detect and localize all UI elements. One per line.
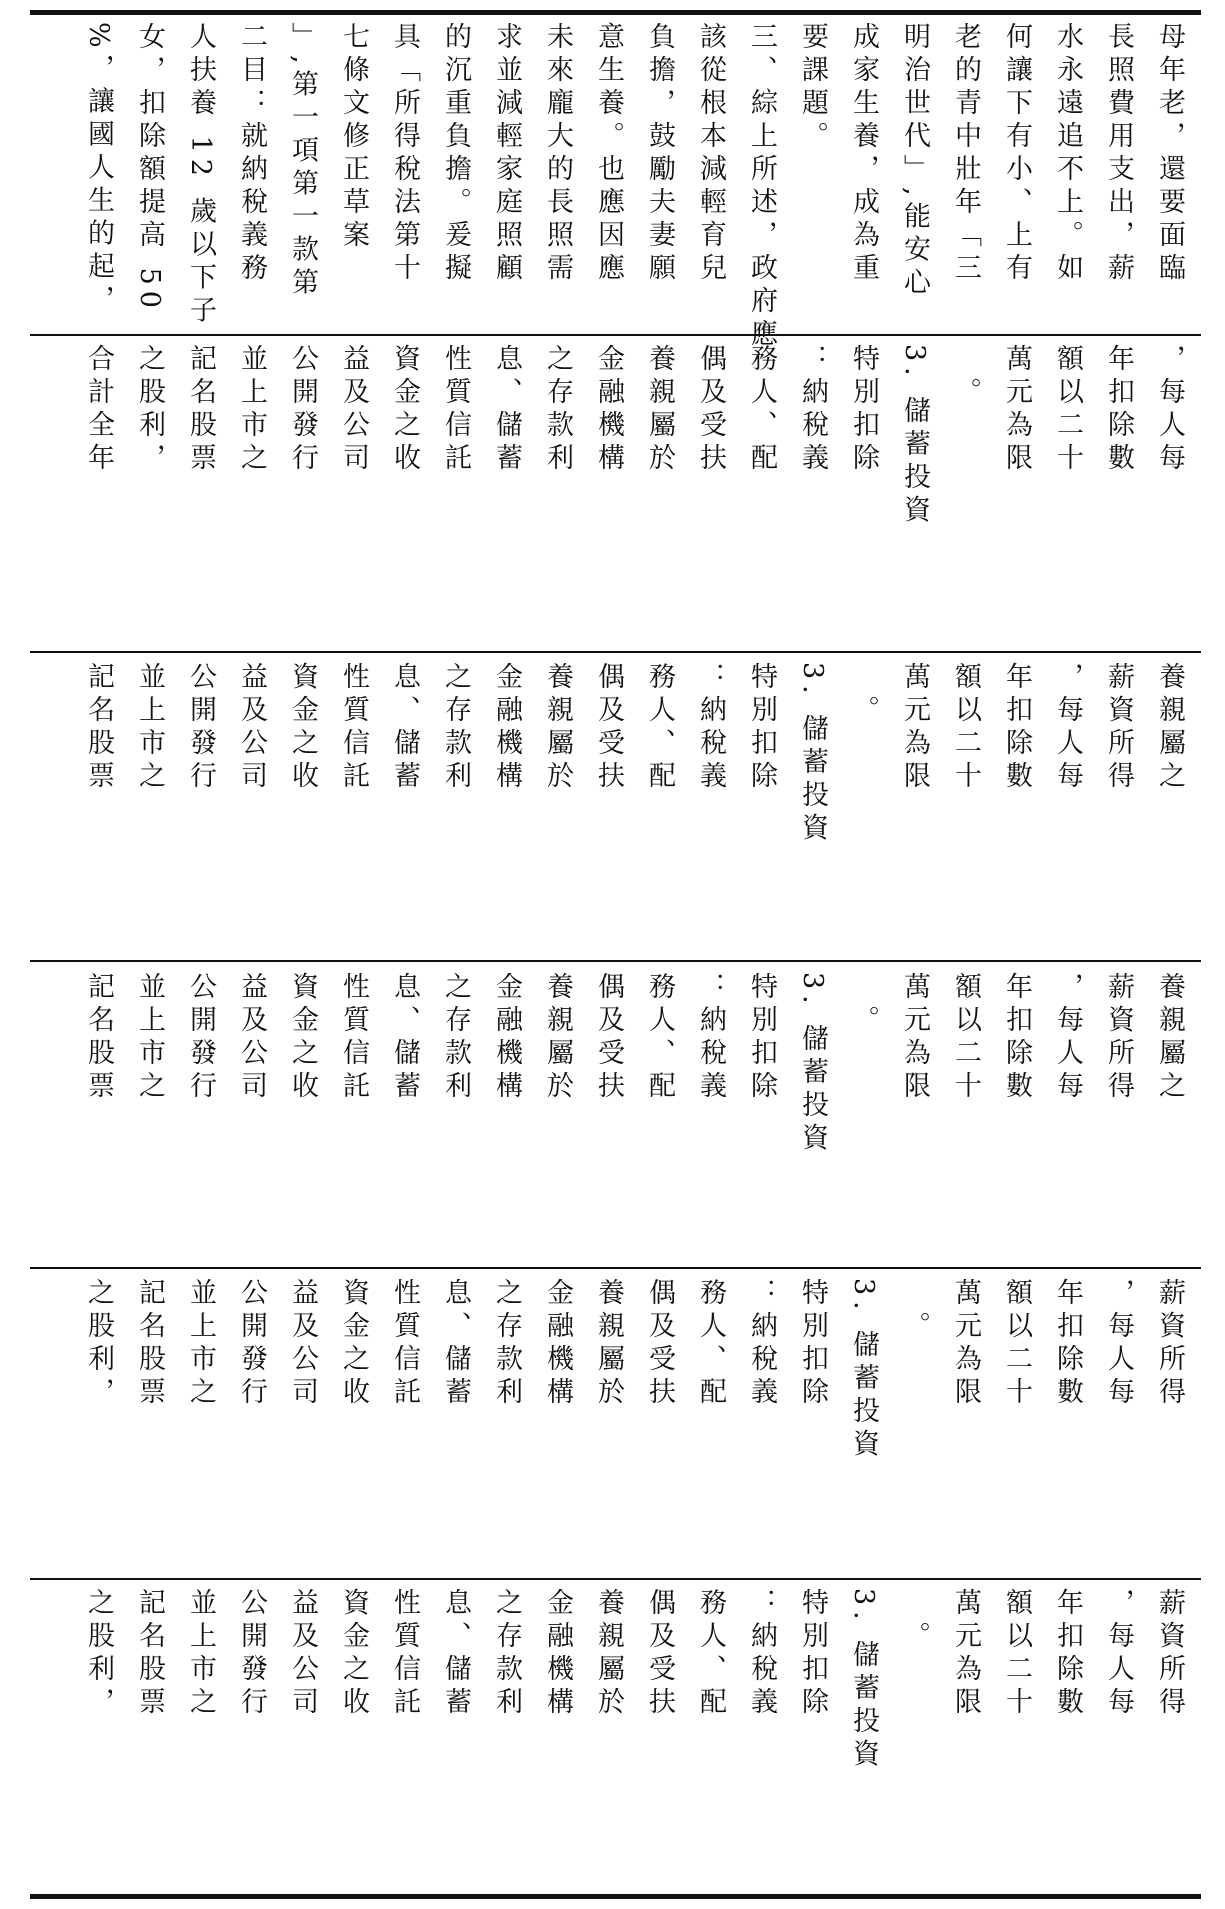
text-line: ，每人每 [1103,1588,1134,1720]
text-line: 3. 儲蓄投資 [797,972,828,1157]
text-line: 務人、配 [746,344,777,476]
text-line: 務人、配 [695,1278,726,1410]
text-line: ：納稅義 [695,662,726,794]
text-line: 明治世代」,能安心 [899,22,930,301]
text-line: 薪資所得 [1103,662,1134,794]
text-line: 養親屬於 [542,662,573,794]
text-line: 息、儲蓄 [389,662,420,794]
text-line: 息、儲蓄 [440,1278,471,1410]
text-line: 之存款利 [491,1278,522,1410]
text-line: 益及公司 [338,344,369,476]
text-line: 金融機構 [593,344,624,476]
text-line: 養親屬於 [593,1278,624,1410]
text-line: 額以二十 [950,662,981,794]
text-line: 並上市之 [185,1278,216,1410]
text-line: 偶及受扶 [593,972,624,1104]
text-line: 。 [899,1588,930,1654]
text-line: 額以二十 [1001,1278,1032,1410]
text-line: 3. 儲蓄投資 [848,1278,879,1463]
text-line: 之存款利 [542,344,573,476]
text-line: 。 [899,1278,930,1344]
text-line: 並上市之 [134,662,165,794]
text-line: 資金之收 [338,1588,369,1720]
text-line: 養親屬之 [1154,972,1185,1104]
text-line: 求並減輕家庭照顧 [491,22,522,286]
text-line: 公開發行 [185,662,216,794]
text-line: 資金之收 [338,1278,369,1410]
text-line: 益及公司 [236,662,267,794]
text-line: 並上市之 [134,972,165,1104]
text-line: 薪資所得 [1154,1278,1185,1410]
text-line: 萬元為限 [1001,344,1032,476]
section-2-text [30,344,1225,644]
text-line: 之存款利 [440,972,471,1104]
text-line: 年扣除數 [1052,1278,1083,1410]
text-line: 金融機構 [542,1278,573,1410]
text-line: 公開發行 [236,1588,267,1720]
text-line: 養親屬之 [1154,662,1185,794]
text-line: 養親屬於 [593,1588,624,1720]
text-line: 金融機構 [491,972,522,1104]
text-line: 薪資所得 [1154,1588,1185,1720]
text-line: 意生養。也應因應 [593,22,624,286]
text-line: ，每人每 [1103,1278,1134,1410]
text-line: 水永遠追不上。如 [1052,22,1083,286]
text-line: 益及公司 [236,972,267,1104]
text-line: ：納稅義 [797,344,828,476]
text-line: 記名股票 [83,972,114,1104]
text-line: 老的青中壯年「三 [950,22,981,286]
text-line: 偶及受扶 [644,1588,675,1720]
text-line: 偶及受扶 [593,662,624,794]
text-line: 額以二十 [1052,344,1083,476]
text-line: 務人、配 [644,662,675,794]
section-6-text [30,1588,1225,1888]
section-1-text [30,22,1225,352]
text-line: 3. 儲蓄投資 [797,662,828,847]
text-line: ：納稅義 [746,1588,777,1720]
text-line: 之股利， [83,1588,114,1720]
text-line: 長照費用支出，薪 [1103,22,1134,286]
text-line: ：納稅義 [746,1278,777,1410]
text-line: 公開發行 [185,972,216,1104]
text-line: 額以二十 [1001,1588,1032,1720]
text-line: 3. 儲蓄投資 [899,344,930,529]
text-line: 之股利， [134,344,165,476]
text-line: ，每人每 [1052,972,1083,1104]
text-line: 偶及受扶 [695,344,726,476]
text-line: 萬元為限 [899,662,930,794]
text-line: 萬元為限 [950,1588,981,1720]
text-line: 益及公司 [287,1278,318,1410]
text-line: 性質信託 [338,972,369,1104]
text-line: 要課題。 [797,22,828,154]
text-line: 女，扣除額提高 50 [134,22,165,314]
text-line: 」,第一項第一款第 [287,22,318,301]
text-line: 薪資所得 [1103,972,1134,1104]
text-line: ，每人每 [1052,662,1083,794]
text-line: 年扣除數 [1001,662,1032,794]
text-line: 3. 儲蓄投資 [848,1588,879,1773]
text-line: 記名股票 [83,662,114,794]
text-line: 萬元為限 [950,1278,981,1410]
text-line: %，讓國人生的起， [83,22,114,318]
text-line: 養親屬於 [644,344,675,476]
text-line: 公開發行 [287,344,318,476]
row-divider [30,1267,1201,1269]
text-line: 務人、配 [695,1588,726,1720]
row-divider [30,1578,1201,1580]
text-line: 養親屬於 [542,972,573,1104]
text-line: 特別扣除 [797,1278,828,1410]
text-line: 偶及受扶 [644,1278,675,1410]
table-bottom-border [30,1894,1201,1899]
text-line: 何讓下有小、上有 [1001,22,1032,286]
text-line: 資金之收 [287,662,318,794]
text-line: ，每人每 [1154,344,1185,476]
section-3-text [30,662,1225,954]
text-line: 金融機構 [491,662,522,794]
table-top-border [30,10,1201,15]
text-line: 成家生養，成為重 [848,22,879,286]
text-line: 資金之收 [287,972,318,1104]
text-line: 記名股票 [134,1588,165,1720]
text-line: 具「所得稅法第十 [389,22,420,286]
text-line: 之存款利 [440,662,471,794]
text-line: 性質信託 [338,662,369,794]
text-line: 三、綜上所述，政府應 [746,22,777,352]
text-line: 息、儲蓄 [491,344,522,476]
text-line: 。 [950,344,981,410]
text-line: 金融機構 [542,1588,573,1720]
text-line: 資金之收 [389,344,420,476]
text-line: 記名股票 [185,344,216,476]
text-line: 之股利， [83,1278,114,1410]
text-line: 特別扣除 [797,1588,828,1720]
text-line: ：納稅義 [695,972,726,1104]
text-line: 特別扣除 [746,662,777,794]
text-line: 息、儲蓄 [440,1588,471,1720]
text-line: 特別扣除 [848,344,879,476]
text-line: 記名股票 [134,1278,165,1410]
text-line: 的沉重負擔。爰擬 [440,22,471,286]
section-4-text [30,972,1225,1262]
text-line: 萬元為限 [899,972,930,1104]
text-line: 七條文修正草案 [338,22,369,253]
row-divider [30,960,1201,962]
text-line: 性質信託 [440,344,471,476]
text-line: 該從根本減輕育兒 [695,22,726,286]
text-line: 性質信託 [389,1278,420,1410]
text-line: 特別扣除 [746,972,777,1104]
text-line: 性質信託 [389,1588,420,1720]
text-line: 額以二十 [950,972,981,1104]
text-line: 二目：就納稅義務 [236,22,267,286]
text-line: 合計全年 [83,344,114,476]
text-line: 年扣除數 [1052,1588,1083,1720]
text-line: 益及公司 [287,1588,318,1720]
text-line: 人扶養 12 歲以下子 [185,22,216,329]
text-line: 年扣除數 [1001,972,1032,1104]
text-line: 並上市之 [185,1588,216,1720]
text-line: 之存款利 [491,1588,522,1720]
text-line: 負擔，鼓勵夫妻願 [644,22,675,286]
text-line: 並上市之 [236,344,267,476]
text-line: 公開發行 [236,1278,267,1410]
section-5-text [30,1278,1225,1572]
text-line: 母年老，還要面臨 [1154,22,1185,286]
text-line: 務人、配 [644,972,675,1104]
row-divider [30,334,1201,336]
text-line: 。 [848,662,879,728]
text-line: 年扣除數 [1103,344,1134,476]
text-line: 息、儲蓄 [389,972,420,1104]
text-line: 。 [848,972,879,1038]
text-line: 未來龐大的長照需 [542,22,573,286]
row-divider [30,651,1201,653]
